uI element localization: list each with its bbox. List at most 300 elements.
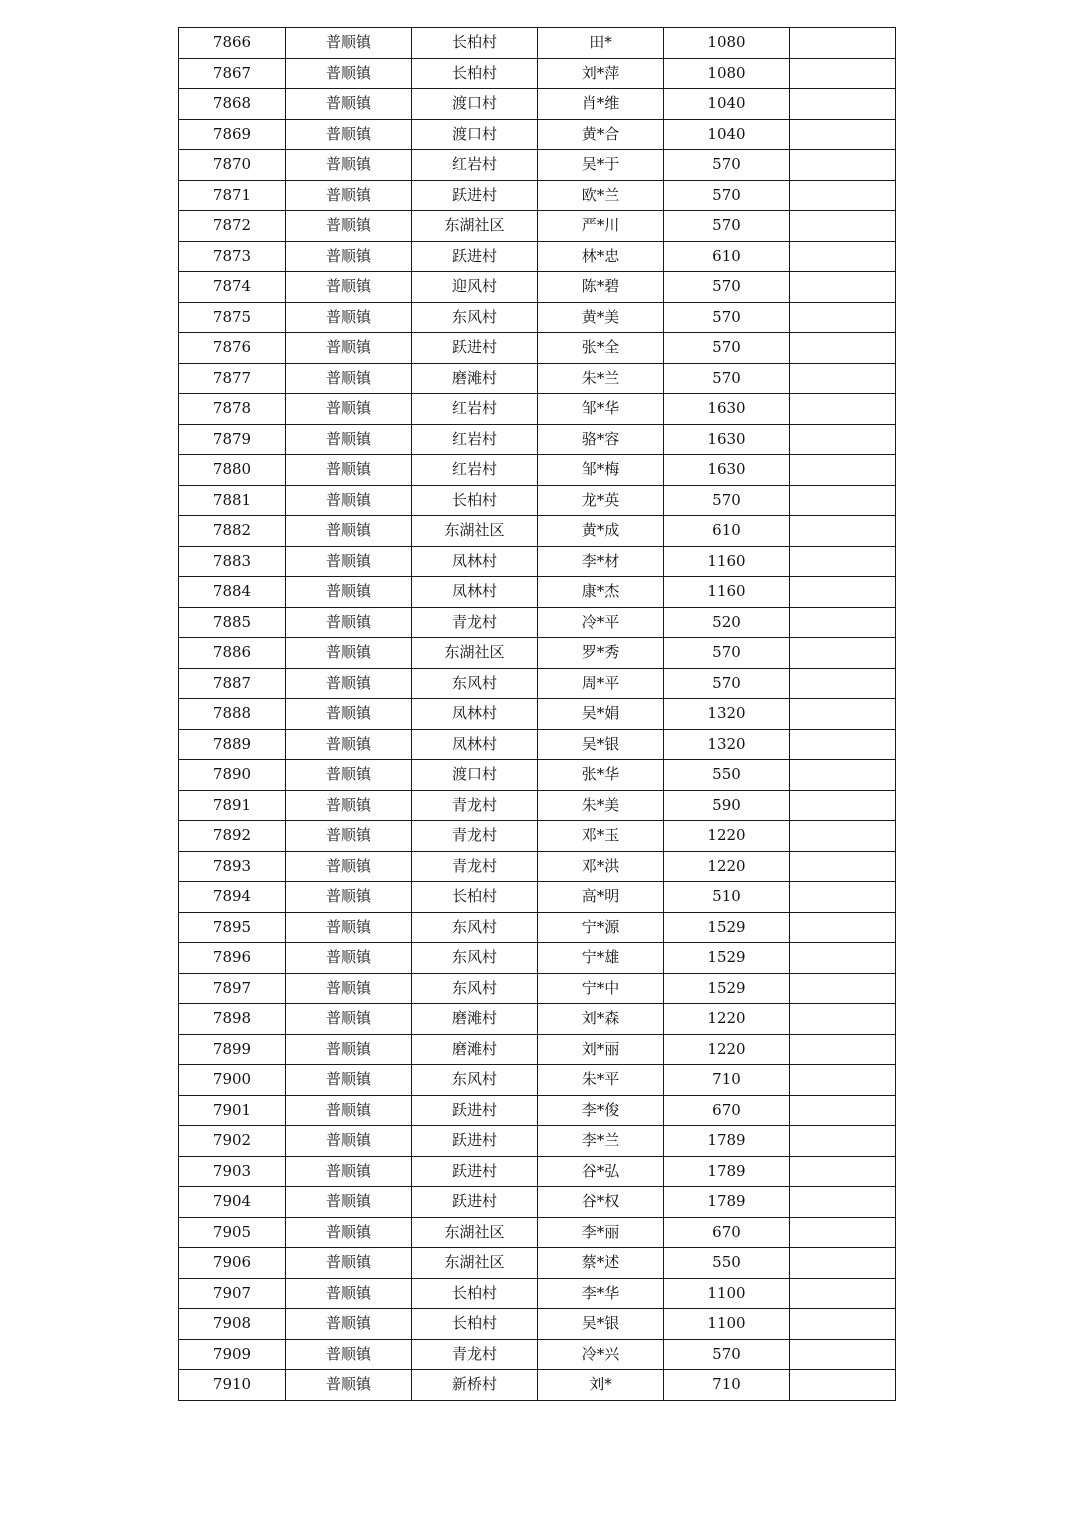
row-number-cell: 7871 <box>179 180 286 211</box>
remark-cell <box>790 1034 896 1065</box>
table-row <box>179 394 896 425</box>
amount-cell: 1220 <box>664 1004 790 1035</box>
name-cell: 骆*容 <box>538 424 664 455</box>
name-cell: 蔡*述 <box>538 1248 664 1279</box>
name-cell: 张*华 <box>538 760 664 791</box>
town-cell: 普顺镇 <box>286 333 412 364</box>
amount-cell: 570 <box>664 363 790 394</box>
town-cell: 普顺镇 <box>286 1126 412 1157</box>
table-row <box>179 821 896 852</box>
town-cell: 普顺镇 <box>286 211 412 242</box>
row-number-cell: 7872 <box>179 211 286 242</box>
town-cell: 普顺镇 <box>286 821 412 852</box>
row-number-cell: 7882 <box>179 516 286 547</box>
village-cell: 磨滩村 <box>412 1004 538 1035</box>
row-number-cell: 7885 <box>179 607 286 638</box>
row-number-cell: 7876 <box>179 333 286 364</box>
name-cell: 陈*碧 <box>538 272 664 303</box>
amount-cell: 1320 <box>664 729 790 760</box>
name-cell: 谷*弘 <box>538 1156 664 1187</box>
row-number-cell: 7889 <box>179 729 286 760</box>
table-row <box>179 882 896 913</box>
table-body <box>179 28 896 1401</box>
table-row <box>179 363 896 394</box>
village-cell: 长柏村 <box>412 485 538 516</box>
town-cell: 普顺镇 <box>286 912 412 943</box>
name-cell: 邹*华 <box>538 394 664 425</box>
village-cell: 东风村 <box>412 943 538 974</box>
village-cell: 跃进村 <box>412 1126 538 1157</box>
table-row <box>179 760 896 791</box>
row-number-cell: 7901 <box>179 1095 286 1126</box>
amount-cell: 1040 <box>664 89 790 120</box>
table-row <box>179 1309 896 1340</box>
name-cell: 李*兰 <box>538 1126 664 1157</box>
name-cell: 林*忠 <box>538 241 664 272</box>
name-cell: 吴*银 <box>538 1309 664 1340</box>
name-cell: 龙*英 <box>538 485 664 516</box>
amount-cell: 610 <box>664 241 790 272</box>
village-cell: 东风村 <box>412 912 538 943</box>
town-cell: 普顺镇 <box>286 1187 412 1218</box>
amount-cell: 710 <box>664 1370 790 1401</box>
name-cell: 刘*萍 <box>538 58 664 89</box>
town-cell: 普顺镇 <box>286 1004 412 1035</box>
amount-cell: 1220 <box>664 1034 790 1065</box>
name-cell: 黄*成 <box>538 516 664 547</box>
remark-cell <box>790 760 896 791</box>
name-cell: 李*华 <box>538 1278 664 1309</box>
village-cell: 长柏村 <box>412 1309 538 1340</box>
name-cell: 刘*森 <box>538 1004 664 1035</box>
remark-cell <box>790 333 896 364</box>
table-row <box>179 180 896 211</box>
table-row <box>179 912 896 943</box>
amount-cell: 1100 <box>664 1278 790 1309</box>
town-cell: 普顺镇 <box>286 546 412 577</box>
table-row <box>179 516 896 547</box>
village-cell: 东湖社区 <box>412 638 538 669</box>
amount-cell: 610 <box>664 516 790 547</box>
amount-cell: 590 <box>664 790 790 821</box>
remark-cell <box>790 394 896 425</box>
village-cell: 跃进村 <box>412 333 538 364</box>
name-cell: 田* <box>538 28 664 59</box>
town-cell: 普顺镇 <box>286 455 412 486</box>
village-cell: 跃进村 <box>412 1187 538 1218</box>
village-cell: 长柏村 <box>412 58 538 89</box>
town-cell: 普顺镇 <box>286 973 412 1004</box>
village-cell: 东风村 <box>412 1065 538 1096</box>
village-cell: 凤林村 <box>412 577 538 608</box>
town-cell: 普顺镇 <box>286 607 412 638</box>
amount-cell: 1789 <box>664 1126 790 1157</box>
remark-cell <box>790 180 896 211</box>
table-row <box>179 119 896 150</box>
row-number-cell: 7873 <box>179 241 286 272</box>
remark-cell <box>790 790 896 821</box>
village-cell: 凤林村 <box>412 546 538 577</box>
remark-cell <box>790 211 896 242</box>
name-cell: 黄*合 <box>538 119 664 150</box>
row-number-cell: 7867 <box>179 58 286 89</box>
amount-cell: 1220 <box>664 821 790 852</box>
remark-cell <box>790 668 896 699</box>
town-cell: 普顺镇 <box>286 1248 412 1279</box>
table-row <box>179 1278 896 1309</box>
name-cell: 刘*丽 <box>538 1034 664 1065</box>
table-row <box>179 790 896 821</box>
amount-cell: 1160 <box>664 577 790 608</box>
remark-cell <box>790 1126 896 1157</box>
remark-cell <box>790 638 896 669</box>
remark-cell <box>790 272 896 303</box>
remark-cell <box>790 882 896 913</box>
village-cell: 凤林村 <box>412 729 538 760</box>
remark-cell <box>790 912 896 943</box>
row-number-cell: 7879 <box>179 424 286 455</box>
village-cell: 迎风村 <box>412 272 538 303</box>
amount-cell: 1040 <box>664 119 790 150</box>
table-row <box>179 638 896 669</box>
remark-cell <box>790 455 896 486</box>
name-cell: 李*材 <box>538 546 664 577</box>
town-cell: 普顺镇 <box>286 1339 412 1370</box>
table-row <box>179 89 896 120</box>
remark-cell <box>790 607 896 638</box>
remark-cell <box>790 241 896 272</box>
table-row <box>179 272 896 303</box>
town-cell: 普顺镇 <box>286 1217 412 1248</box>
amount-cell: 1630 <box>664 394 790 425</box>
name-cell: 刘* <box>538 1370 664 1401</box>
name-cell: 宁*雄 <box>538 943 664 974</box>
name-cell: 邓*洪 <box>538 851 664 882</box>
village-cell: 红岩村 <box>412 150 538 181</box>
village-cell: 东风村 <box>412 668 538 699</box>
table-row <box>179 1065 896 1096</box>
amount-cell: 570 <box>664 638 790 669</box>
table-row <box>179 699 896 730</box>
town-cell: 普顺镇 <box>286 1309 412 1340</box>
village-cell: 长柏村 <box>412 1278 538 1309</box>
amount-cell: 1320 <box>664 699 790 730</box>
remark-cell <box>790 699 896 730</box>
name-cell: 李*俊 <box>538 1095 664 1126</box>
table-row <box>179 1217 896 1248</box>
town-cell: 普顺镇 <box>286 180 412 211</box>
amount-cell: 570 <box>664 333 790 364</box>
remark-cell <box>790 729 896 760</box>
row-number-cell: 7909 <box>179 1339 286 1370</box>
amount-cell: 1789 <box>664 1156 790 1187</box>
town-cell: 普顺镇 <box>286 89 412 120</box>
remark-cell <box>790 28 896 59</box>
row-number-cell: 7896 <box>179 943 286 974</box>
remark-cell <box>790 1004 896 1035</box>
row-number-cell: 7886 <box>179 638 286 669</box>
village-cell: 东湖社区 <box>412 1248 538 1279</box>
village-cell: 东湖社区 <box>412 1217 538 1248</box>
table-row <box>179 943 896 974</box>
village-cell: 青龙村 <box>412 1339 538 1370</box>
amount-cell: 570 <box>664 150 790 181</box>
row-number-cell: 7874 <box>179 272 286 303</box>
row-number-cell: 7881 <box>179 485 286 516</box>
town-cell: 普顺镇 <box>286 28 412 59</box>
name-cell: 冷*兴 <box>538 1339 664 1370</box>
row-number-cell: 7908 <box>179 1309 286 1340</box>
row-number-cell: 7907 <box>179 1278 286 1309</box>
village-cell: 青龙村 <box>412 790 538 821</box>
town-cell: 普顺镇 <box>286 1065 412 1096</box>
name-cell: 邓*玉 <box>538 821 664 852</box>
town-cell: 普顺镇 <box>286 729 412 760</box>
subsidy-table <box>178 27 896 1401</box>
remark-cell <box>790 424 896 455</box>
amount-cell: 1160 <box>664 546 790 577</box>
row-number-cell: 7880 <box>179 455 286 486</box>
table-row <box>179 58 896 89</box>
row-number-cell: 7870 <box>179 150 286 181</box>
town-cell: 普顺镇 <box>286 1370 412 1401</box>
village-cell: 跃进村 <box>412 180 538 211</box>
amount-cell: 1529 <box>664 943 790 974</box>
name-cell: 吴*银 <box>538 729 664 760</box>
row-number-cell: 7894 <box>179 882 286 913</box>
name-cell: 宁*源 <box>538 912 664 943</box>
town-cell: 普顺镇 <box>286 1095 412 1126</box>
town-cell: 普顺镇 <box>286 394 412 425</box>
row-number-cell: 7877 <box>179 363 286 394</box>
remark-cell <box>790 1187 896 1218</box>
row-number-cell: 7892 <box>179 821 286 852</box>
village-cell: 红岩村 <box>412 455 538 486</box>
table-row <box>179 302 896 333</box>
row-number-cell: 7893 <box>179 851 286 882</box>
town-cell: 普顺镇 <box>286 943 412 974</box>
remark-cell <box>790 119 896 150</box>
amount-cell: 1220 <box>664 851 790 882</box>
amount-cell: 1630 <box>664 455 790 486</box>
remark-cell <box>790 1156 896 1187</box>
table-row <box>179 1034 896 1065</box>
amount-cell: 520 <box>664 607 790 638</box>
village-cell: 凤林村 <box>412 699 538 730</box>
remark-cell <box>790 1339 896 1370</box>
name-cell: 朱*兰 <box>538 363 664 394</box>
row-number-cell: 7891 <box>179 790 286 821</box>
remark-cell <box>790 1370 896 1401</box>
amount-cell: 550 <box>664 1248 790 1279</box>
row-number-cell: 7895 <box>179 912 286 943</box>
row-number-cell: 7902 <box>179 1126 286 1157</box>
table-row <box>179 455 896 486</box>
town-cell: 普顺镇 <box>286 577 412 608</box>
name-cell: 张*全 <box>538 333 664 364</box>
amount-cell: 570 <box>664 1339 790 1370</box>
amount-cell: 1529 <box>664 973 790 1004</box>
amount-cell: 670 <box>664 1217 790 1248</box>
row-number-cell: 7868 <box>179 89 286 120</box>
table-row <box>179 973 896 1004</box>
village-cell: 长柏村 <box>412 28 538 59</box>
name-cell: 朱*平 <box>538 1065 664 1096</box>
table-row <box>179 668 896 699</box>
village-cell: 东湖社区 <box>412 516 538 547</box>
remark-cell <box>790 546 896 577</box>
table-row <box>179 485 896 516</box>
amount-cell: 670 <box>664 1095 790 1126</box>
remark-cell <box>790 851 896 882</box>
table-row <box>179 28 896 59</box>
village-cell: 渡口村 <box>412 119 538 150</box>
town-cell: 普顺镇 <box>286 516 412 547</box>
name-cell: 高*明 <box>538 882 664 913</box>
town-cell: 普顺镇 <box>286 638 412 669</box>
town-cell: 普顺镇 <box>286 1156 412 1187</box>
row-number-cell: 7905 <box>179 1217 286 1248</box>
name-cell: 黄*美 <box>538 302 664 333</box>
table-row <box>179 1126 896 1157</box>
table-row <box>179 1370 896 1401</box>
table-row <box>179 211 896 242</box>
village-cell: 青龙村 <box>412 851 538 882</box>
row-number-cell: 7890 <box>179 760 286 791</box>
amount-cell: 570 <box>664 668 790 699</box>
row-number-cell: 7866 <box>179 28 286 59</box>
village-cell: 跃进村 <box>412 241 538 272</box>
town-cell: 普顺镇 <box>286 363 412 394</box>
town-cell: 普顺镇 <box>286 1034 412 1065</box>
amount-cell: 550 <box>664 760 790 791</box>
village-cell: 青龙村 <box>412 821 538 852</box>
name-cell: 严*川 <box>538 211 664 242</box>
table-row <box>179 1156 896 1187</box>
amount-cell: 710 <box>664 1065 790 1096</box>
village-cell: 东风村 <box>412 302 538 333</box>
village-cell: 长柏村 <box>412 882 538 913</box>
row-number-cell: 7898 <box>179 1004 286 1035</box>
table-row <box>179 577 896 608</box>
village-cell: 东风村 <box>412 973 538 1004</box>
amount-cell: 570 <box>664 180 790 211</box>
remark-cell <box>790 1065 896 1096</box>
row-number-cell: 7884 <box>179 577 286 608</box>
row-number-cell: 7910 <box>179 1370 286 1401</box>
remark-cell <box>790 363 896 394</box>
row-number-cell: 7878 <box>179 394 286 425</box>
name-cell: 吴*于 <box>538 150 664 181</box>
name-cell: 康*杰 <box>538 577 664 608</box>
row-number-cell: 7904 <box>179 1187 286 1218</box>
name-cell: 吴*娟 <box>538 699 664 730</box>
remark-cell <box>790 1248 896 1279</box>
table-row <box>179 150 896 181</box>
village-cell: 跃进村 <box>412 1095 538 1126</box>
village-cell: 渡口村 <box>412 760 538 791</box>
town-cell: 普顺镇 <box>286 272 412 303</box>
remark-cell <box>790 1095 896 1126</box>
name-cell: 欧*兰 <box>538 180 664 211</box>
village-cell: 红岩村 <box>412 394 538 425</box>
remark-cell <box>790 943 896 974</box>
village-cell: 渡口村 <box>412 89 538 120</box>
row-number-cell: 7883 <box>179 546 286 577</box>
amount-cell: 1789 <box>664 1187 790 1218</box>
town-cell: 普顺镇 <box>286 790 412 821</box>
table-row <box>179 1095 896 1126</box>
table-row <box>179 546 896 577</box>
town-cell: 普顺镇 <box>286 424 412 455</box>
table-row <box>179 333 896 364</box>
table-row <box>179 1248 896 1279</box>
town-cell: 普顺镇 <box>286 1278 412 1309</box>
row-number-cell: 7875 <box>179 302 286 333</box>
town-cell: 普顺镇 <box>286 882 412 913</box>
village-cell: 磨滩村 <box>412 363 538 394</box>
row-number-cell: 7900 <box>179 1065 286 1096</box>
remark-cell <box>790 1217 896 1248</box>
row-number-cell: 7897 <box>179 973 286 1004</box>
table-row <box>179 1339 896 1370</box>
village-cell: 磨滩村 <box>412 1034 538 1065</box>
name-cell: 谷*权 <box>538 1187 664 1218</box>
village-cell: 东湖社区 <box>412 211 538 242</box>
village-cell: 红岩村 <box>412 424 538 455</box>
remark-cell <box>790 973 896 1004</box>
remark-cell <box>790 577 896 608</box>
table-row <box>179 1004 896 1035</box>
amount-cell: 510 <box>664 882 790 913</box>
remark-cell <box>790 89 896 120</box>
row-number-cell: 7887 <box>179 668 286 699</box>
table-row <box>179 607 896 638</box>
village-cell: 跃进村 <box>412 1156 538 1187</box>
remark-cell <box>790 302 896 333</box>
town-cell: 普顺镇 <box>286 760 412 791</box>
amount-cell: 570 <box>664 485 790 516</box>
amount-cell: 1630 <box>664 424 790 455</box>
town-cell: 普顺镇 <box>286 119 412 150</box>
amount-cell: 1100 <box>664 1309 790 1340</box>
name-cell: 冷*平 <box>538 607 664 638</box>
town-cell: 普顺镇 <box>286 851 412 882</box>
name-cell: 罗*秀 <box>538 638 664 669</box>
remark-cell <box>790 58 896 89</box>
table-row <box>179 1187 896 1218</box>
remark-cell <box>790 516 896 547</box>
town-cell: 普顺镇 <box>286 302 412 333</box>
row-number-cell: 7903 <box>179 1156 286 1187</box>
name-cell: 肖*维 <box>538 89 664 120</box>
row-number-cell: 7869 <box>179 119 286 150</box>
amount-cell: 1529 <box>664 912 790 943</box>
town-cell: 普顺镇 <box>286 241 412 272</box>
row-number-cell: 7906 <box>179 1248 286 1279</box>
table-row <box>179 241 896 272</box>
row-number-cell: 7888 <box>179 699 286 730</box>
village-cell: 新桥村 <box>412 1370 538 1401</box>
name-cell: 周*平 <box>538 668 664 699</box>
remark-cell <box>790 821 896 852</box>
table-row <box>179 851 896 882</box>
town-cell: 普顺镇 <box>286 699 412 730</box>
remark-cell <box>790 1309 896 1340</box>
amount-cell: 570 <box>664 211 790 242</box>
remark-cell <box>790 1278 896 1309</box>
table-row <box>179 424 896 455</box>
